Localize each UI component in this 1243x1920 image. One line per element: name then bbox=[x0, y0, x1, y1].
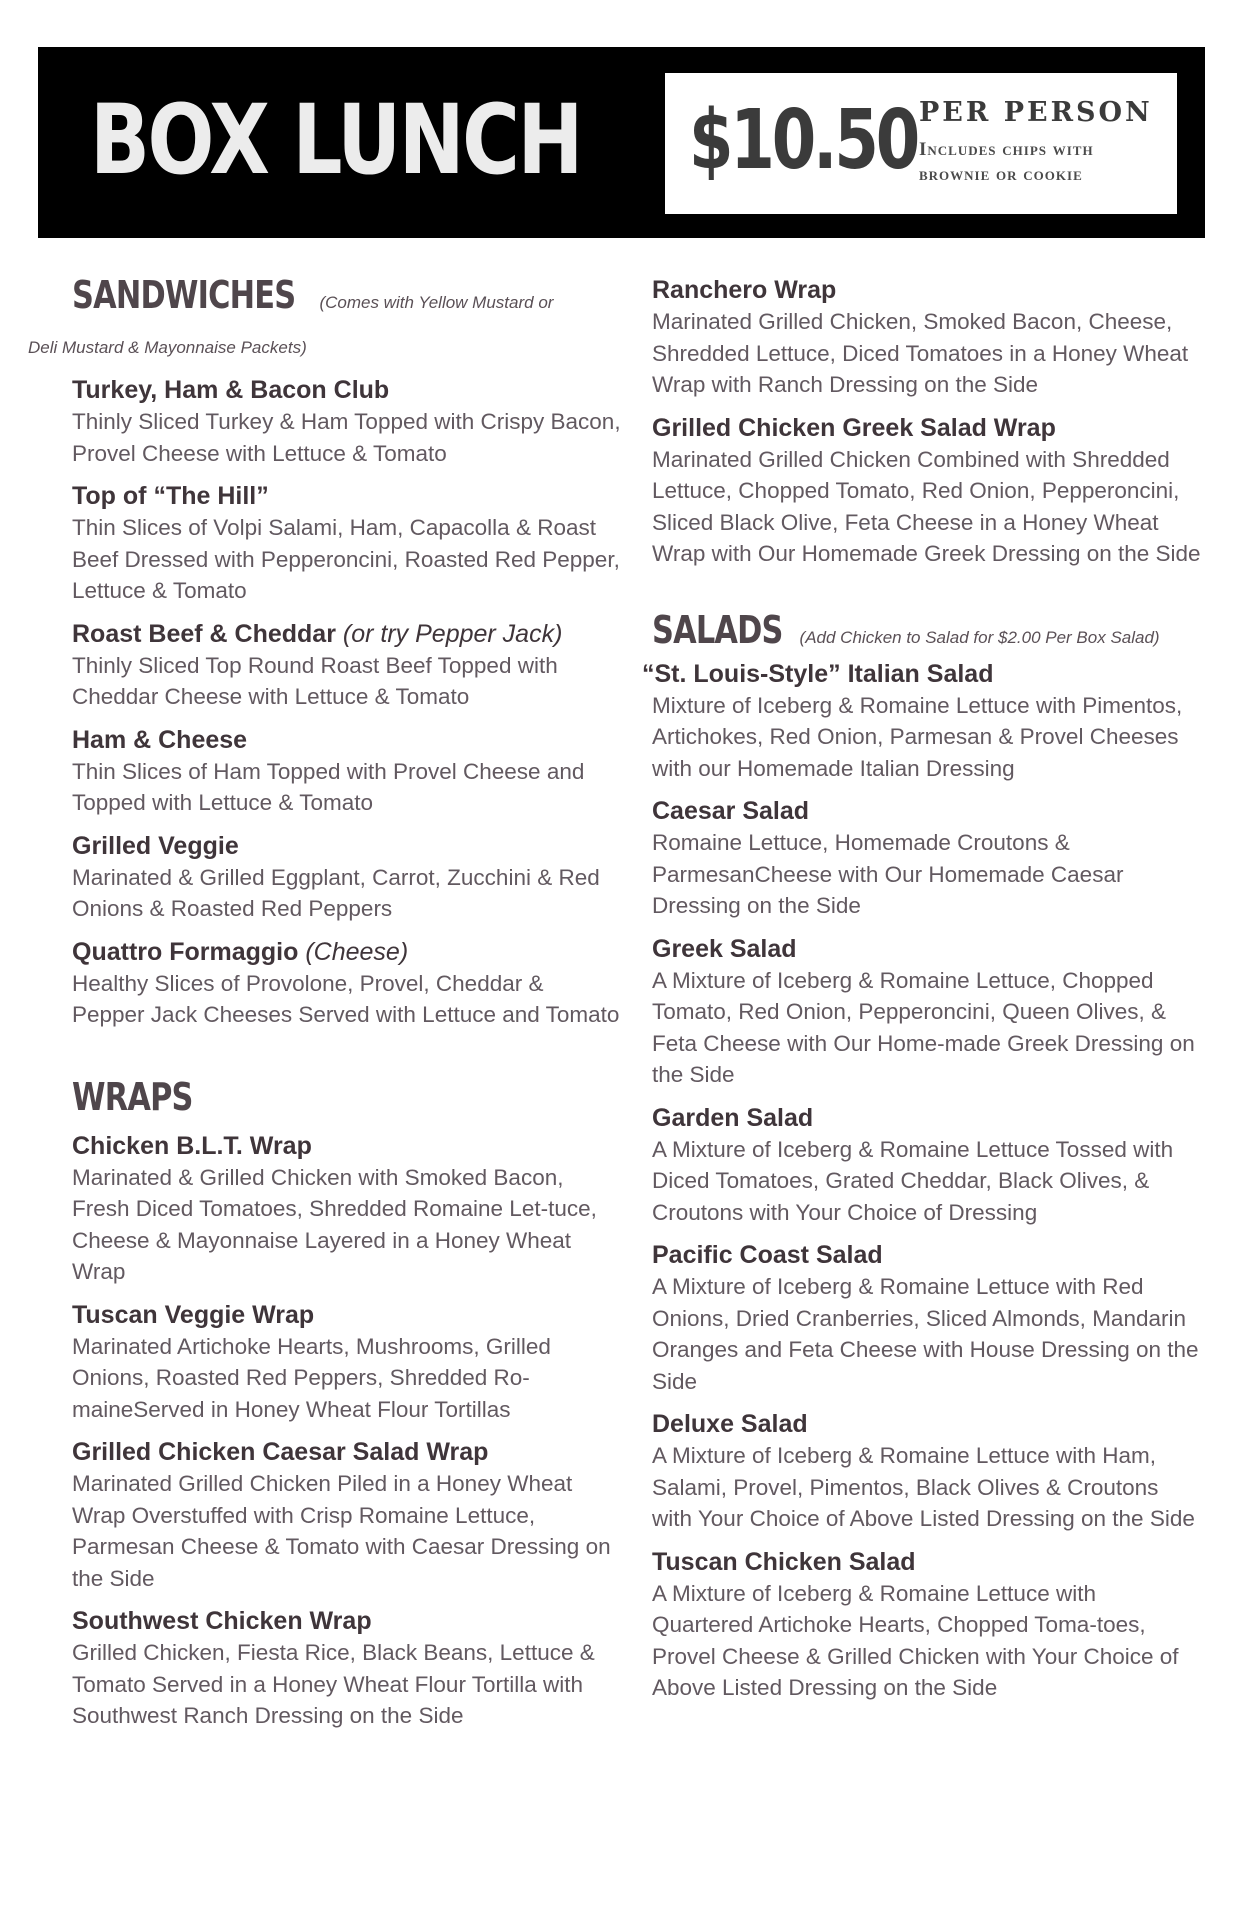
price-box bbox=[665, 73, 1177, 214]
item-name: Chicken B.L.T. Wrap bbox=[72, 1131, 312, 1160]
section-heading-wraps bbox=[72, 1075, 622, 1119]
item-description: Thin Slices of Ham Topped with Provel Cheese and Topped with Lettuce & Tomato bbox=[72, 758, 585, 815]
item-name: Deluxe Salad bbox=[652, 1410, 808, 1438]
item-name: Southwest Chicken Wrap bbox=[72, 1607, 372, 1635]
section-note: (Comes with Yellow Mustard or Deli Mustard & Mayonnaise Packets) bbox=[28, 293, 554, 357]
item-description: Marinated & Grilled Eggplant, Carrot, Zucchini & Red Onions & Roasted Red Peppers bbox=[72, 864, 600, 921]
item-description: Marinated Grilled Chicken, Smoked Bacon, Cheese, Shredded Lettuce, Diced Tomatoes in a Honey Wheat Wrap with Ranch Dressing on the Side bbox=[652, 309, 1189, 397]
item-description: A Mixture of Iceberg & Romaine Lettuce with Red Onions, Dried Cranberries, Sliced Almonds, Mandarin Oranges and Feta Cheese with House Dressing on the Side bbox=[652, 1274, 1199, 1394]
menu-item bbox=[72, 1131, 622, 1288]
item-description: Grilled Chicken, Fiesta Rice, Black Beans, Lettuce & Tomato Served in a Honey Wheat Flour Tortilla with Southwest Ranch Dressing on the Side bbox=[72, 1640, 595, 1728]
menu-item bbox=[72, 937, 622, 1031]
item-alternative: (or try Pepper Jack) bbox=[342, 619, 563, 648]
item-description: Marinated Grilled Chicken Combined with Shredded Lettuce, Chopped Tomato, Red Onion, Pepperoncini, Sliced Black Olive, Feta Cheese in a Honey Wheat Wrap with Our Homemade Greek Dressing on the Side bbox=[652, 446, 1201, 566]
section-title: WRAPS bbox=[72, 1074, 193, 1119]
wraps-section bbox=[72, 1075, 622, 1732]
menu-item bbox=[72, 831, 622, 925]
item-name: Quattro Formaggio bbox=[72, 937, 299, 966]
item-name: Grilled Veggie bbox=[72, 831, 239, 860]
wraps-section-continued bbox=[652, 275, 1202, 570]
item-name: Tuscan Veggie Wrap bbox=[72, 1300, 315, 1329]
right-column bbox=[642, 275, 1202, 1704]
menu-item bbox=[72, 725, 622, 819]
section-title: SANDWICHES bbox=[72, 273, 296, 317]
item-name: Garden Salad bbox=[652, 1103, 814, 1132]
menu-item bbox=[652, 1103, 1202, 1229]
header-banner bbox=[38, 47, 1205, 238]
item-name: Caesar Salad bbox=[652, 797, 810, 825]
item-description: A Mixture of Iceberg & Romaine Lettuce with Quartered Artichoke Hearts, Chopped Toma-toes, Provel Cheese & Grilled Chicken with Your Choice of Above Listed Dressing on the Side bbox=[652, 1580, 1179, 1700]
item-name: Ham & Cheese bbox=[72, 725, 248, 754]
item-description: Thin Slices of Volpi Salami, Ham, Capacolla & Roast Beef Dressed with Pepperoncini, Roasted Red Pepper, Lettuce & Tomato bbox=[72, 515, 620, 603]
item-name-row bbox=[72, 619, 622, 650]
sandwiches-section bbox=[28, 273, 622, 1031]
price-unit: PER PERSON bbox=[919, 97, 1153, 128]
item-name: Grilled Chicken Caesar Salad Wrap bbox=[72, 1438, 489, 1466]
menu-item bbox=[652, 1240, 1202, 1397]
page-title: BOX LUNCH bbox=[90, 84, 581, 196]
section-heading-sandwiches bbox=[28, 273, 622, 363]
menu-item bbox=[72, 1606, 622, 1732]
item-description: A Mixture of Iceberg & Romaine Lettuce with Ham, Salami, Provel, Pimentos, Black Olives & Croutons with Your Choice of Above Listed Dressing on the Side bbox=[652, 1443, 1195, 1531]
item-description: Marinated & Grilled Chicken with Smoked Bacon, Fresh Diced Tomatoes, Shredded Romaine Let-tuce, Cheese & Mayonnaise Layered in a Honey Wheat Wrap bbox=[72, 1164, 597, 1284]
item-name: Grilled Chicken Greek Salad Wrap bbox=[652, 413, 1056, 442]
salads-section bbox=[642, 607, 1202, 1704]
item-description: A Mixture of Iceberg & Romaine Lettuce Tossed with Diced Tomatoes, Grated Cheddar, Black Olives, & Croutons with Your Choice of Dressing bbox=[652, 1136, 1174, 1225]
left-column bbox=[28, 273, 622, 1732]
price-note: Includes chips with brownie or cookie bbox=[919, 139, 1094, 185]
menu-item bbox=[652, 1547, 1202, 1704]
item-name: Roast Beef & Cheddar bbox=[72, 619, 336, 648]
item-name: Top of “The Hill” bbox=[72, 482, 269, 510]
menu-item bbox=[652, 413, 1202, 570]
item-description: Marinated Grilled Chicken Piled in a Honey Wheat Wrap Overstuffed with Crisp Romaine Lettuce, Parmesan Cheese & Tomato with Caesar Dressing on the Side bbox=[72, 1471, 611, 1591]
menu-item bbox=[652, 1409, 1202, 1535]
item-description: Mixture of Iceberg & Romaine Lettuce with Pimentos, Artichokes, Red Onion, Parmesan & Provel Cheeses with our Homemade Italian Dressing bbox=[652, 692, 1183, 781]
item-name: Pacific Coast Salad bbox=[652, 1241, 883, 1269]
item-description: Healthy Slices of Provolone, Provel, Cheddar & Pepper Jack Cheeses Served with Lettuce and Tomato bbox=[72, 970, 620, 1027]
item-description: Thinly Sliced Turkey & Ham Topped with Crispy Bacon, Provel Cheese with Lettuce & Tomato bbox=[72, 409, 621, 466]
section-heading-salads bbox=[652, 608, 1202, 653]
menu-item bbox=[652, 934, 1202, 1091]
item-name: “St. Louis-Style” Italian Salad bbox=[642, 659, 994, 688]
menu-item bbox=[652, 275, 1202, 401]
item-name-row bbox=[72, 937, 622, 968]
section-note: (Add Chicken to Salad for $2.00 Per Box Salad) bbox=[799, 627, 1160, 647]
menu-item bbox=[72, 1437, 622, 1594]
item-description: Marinated Artichoke Hearts, Mushrooms, Grilled Onions, Roasted Red Peppers, Shredded Ro-maineServed in Honey Wheat Flour Tortillas bbox=[72, 1333, 551, 1422]
item-description: Romaine Lettuce, Homemade Croutons & ParmesanCheese with Our Homemade Caesar Dressing on the Side bbox=[652, 830, 1124, 918]
item-alternative: (Cheese) bbox=[305, 937, 409, 966]
item-name: Ranchero Wrap bbox=[652, 276, 837, 304]
item-description: Thinly Sliced Top Round Roast Beef Topped with Cheddar Cheese with Lettuce & Tomato bbox=[72, 652, 558, 709]
menu-item bbox=[72, 619, 622, 713]
menu-item bbox=[652, 796, 1202, 922]
price: $10.50 bbox=[689, 93, 918, 188]
menu-item bbox=[72, 481, 622, 607]
item-description: A Mixture of Iceberg & Romaine Lettuce, Chopped Tomato, Red Onion, Pepperoncini, Queen Olives, & Feta Cheese with Our Home-made Greek Dressing on the Side bbox=[652, 967, 1195, 1087]
section-title: SALADS bbox=[652, 607, 783, 652]
menu-item bbox=[72, 375, 622, 469]
item-name: Tuscan Chicken Salad bbox=[652, 1547, 916, 1576]
item-name: Greek Salad bbox=[652, 934, 797, 963]
menu-item bbox=[72, 1300, 622, 1426]
menu-item bbox=[642, 659, 1202, 785]
item-name: Turkey, Ham & Bacon Club bbox=[72, 376, 390, 404]
